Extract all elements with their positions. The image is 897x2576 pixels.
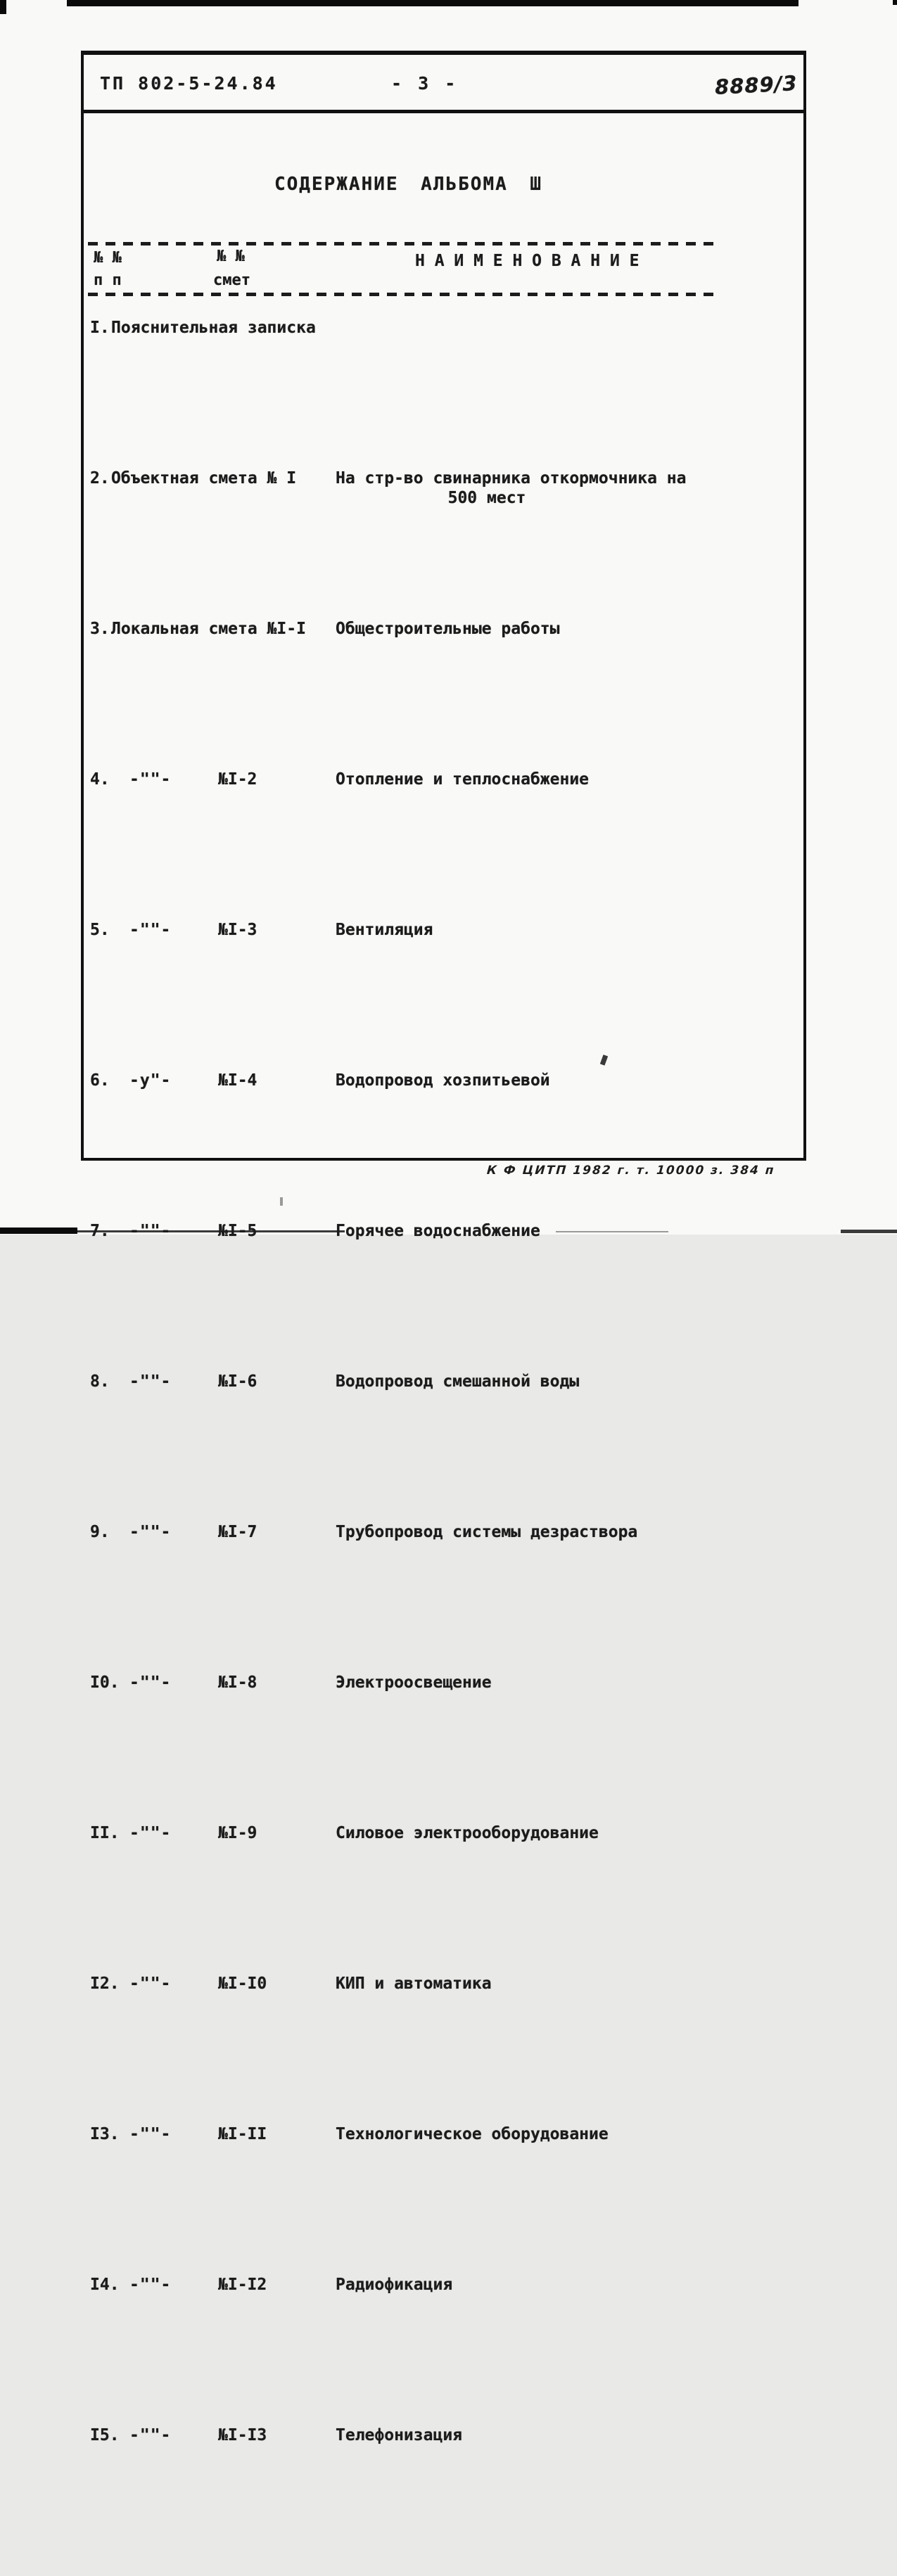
- row-name: Телефонизация: [336, 2426, 463, 2444]
- contents-list: [90, 318, 730, 2576]
- table-row: [90, 619, 730, 757]
- row-name: Трубопровод системы дезраствора: [336, 1523, 638, 1541]
- dashed-rule-bottom: [88, 293, 716, 296]
- table-row: [90, 2275, 730, 2413]
- row-number: 2.: [90, 469, 110, 487]
- table-row: [90, 2124, 730, 2262]
- estimate-number: №I-8: [218, 1673, 257, 1692]
- scan-artifact-top-bar: [67, 0, 799, 6]
- row-name: Вентиляция: [336, 921, 433, 939]
- column-header-item-no: № №: [94, 249, 122, 267]
- column-header-name: Н А И М Е Н О В А Н И Е: [415, 252, 640, 270]
- row-number: 5.: [90, 921, 110, 939]
- ditto-mark: -""-: [129, 1673, 172, 1692]
- row-label: Локальная смета №I-I: [111, 620, 306, 638]
- row-number: I.: [90, 319, 110, 337]
- ditto-mark: -у"-: [129, 1071, 172, 1090]
- scan-artifact-top-left-blob: [0, 0, 6, 14]
- table-row: [90, 1372, 730, 1510]
- page-number: - 3 -: [391, 73, 459, 94]
- row-number: I5.: [90, 2426, 120, 2444]
- estimate-number: №I-I0: [218, 1975, 267, 1993]
- table-row: [90, 468, 730, 606]
- scan-artifact-top-right-tick: [893, 0, 897, 5]
- row-name: Электроосвещение: [336, 1673, 492, 1692]
- row-name: Водопровод хозпитьевой: [336, 1071, 550, 1090]
- row-name: На стр-во свинарника откормочника на 500 мест: [336, 469, 687, 507]
- scan-artifact-bottom-right-dash: [841, 1230, 897, 1233]
- table-row: [90, 1823, 730, 1961]
- table-row: [90, 1221, 730, 1359]
- row-number: 7.: [90, 1222, 110, 1240]
- estimate-number: №I-3: [218, 921, 257, 939]
- ditto-mark: -""-: [129, 1824, 172, 1842]
- row-number: I3.: [90, 2125, 120, 2143]
- ditto-mark: -""-: [129, 2426, 172, 2444]
- row-name: Силовое электрооборудование: [336, 1824, 599, 1842]
- table-row: [90, 1974, 730, 2112]
- estimate-number: №I-2: [218, 770, 257, 789]
- row-number: 3.: [90, 620, 110, 638]
- table-row: [90, 318, 730, 456]
- row-number: I0.: [90, 1673, 120, 1692]
- estimate-number: №I-5: [218, 1222, 257, 1240]
- row-number: 8.: [90, 1372, 110, 1391]
- table-row: [90, 1673, 730, 1811]
- estimate-number: №I-6: [218, 1372, 257, 1391]
- table-row: [90, 1522, 730, 1660]
- row-label: Объектная смета № I: [111, 469, 297, 487]
- scan-artifact-bottom-left-bar: [0, 1228, 77, 1234]
- row-name: Отопление и теплоснабжение: [336, 770, 590, 789]
- row-number: I4.: [90, 2276, 120, 2294]
- estimate-number: №I-I2: [218, 2276, 267, 2294]
- printer-imprint: К Ф ЦИТП 1982 г. т. 10000 з. 384 п: [486, 1163, 776, 1178]
- estimate-number: №I-9: [218, 1824, 257, 1842]
- row-name: КИП и автоматика: [336, 1975, 492, 1993]
- estimate-number: №I-4: [218, 1071, 257, 1090]
- row-name: Водопровод смешанной воды: [336, 1372, 580, 1391]
- page-title: СОДЕРЖАНИЕ АЛЬБОМА Ш: [274, 174, 543, 195]
- ditto-mark: -""-: [129, 1222, 172, 1240]
- row-name: Горячее водоснабжение: [336, 1222, 540, 1240]
- estimate-number: №I-7: [218, 1523, 257, 1541]
- column-header-estimate-no: № №: [217, 248, 245, 265]
- table-row: [90, 920, 730, 1058]
- row-label: Пояснительная записка: [111, 319, 316, 337]
- row-number: 4.: [90, 770, 110, 789]
- ditto-mark: -""-: [129, 1975, 172, 1993]
- ditto-mark: -""-: [129, 770, 172, 789]
- header-divider-line: [81, 110, 806, 113]
- table-row: [90, 770, 730, 907]
- table-row: [90, 2425, 730, 2563]
- row-number: 6.: [90, 1071, 110, 1090]
- estimate-number: №I-II: [218, 2125, 267, 2143]
- ditto-mark: -""-: [129, 1372, 172, 1391]
- column-header-item-no-sub: п п: [94, 272, 122, 289]
- row-number: I2.: [90, 1975, 120, 1993]
- row-number: 9.: [90, 1523, 110, 1541]
- row-name: Технологическое оборудование: [336, 2125, 609, 2143]
- ditto-mark: -""-: [129, 2276, 172, 2294]
- dashed-rule-top: [88, 242, 716, 246]
- project-code: ТП 802-5-24.84: [100, 73, 278, 94]
- row-name: Радиофикация: [336, 2276, 453, 2294]
- ditto-mark: -""-: [129, 2125, 172, 2143]
- row-number: II.: [90, 1824, 120, 1842]
- column-header-estimate-no-sub: смет: [213, 272, 250, 289]
- row-name: Общестроительные работы: [336, 620, 560, 638]
- ditto-mark: -""-: [129, 921, 172, 939]
- scan-artifact-top-tick: [89, 0, 91, 4]
- estimate-number: №I-I3: [218, 2426, 267, 2444]
- table-row: [90, 1071, 730, 1209]
- ditto-mark: -""-: [129, 1523, 172, 1541]
- handwritten-doc-number: 8889/3: [714, 70, 799, 100]
